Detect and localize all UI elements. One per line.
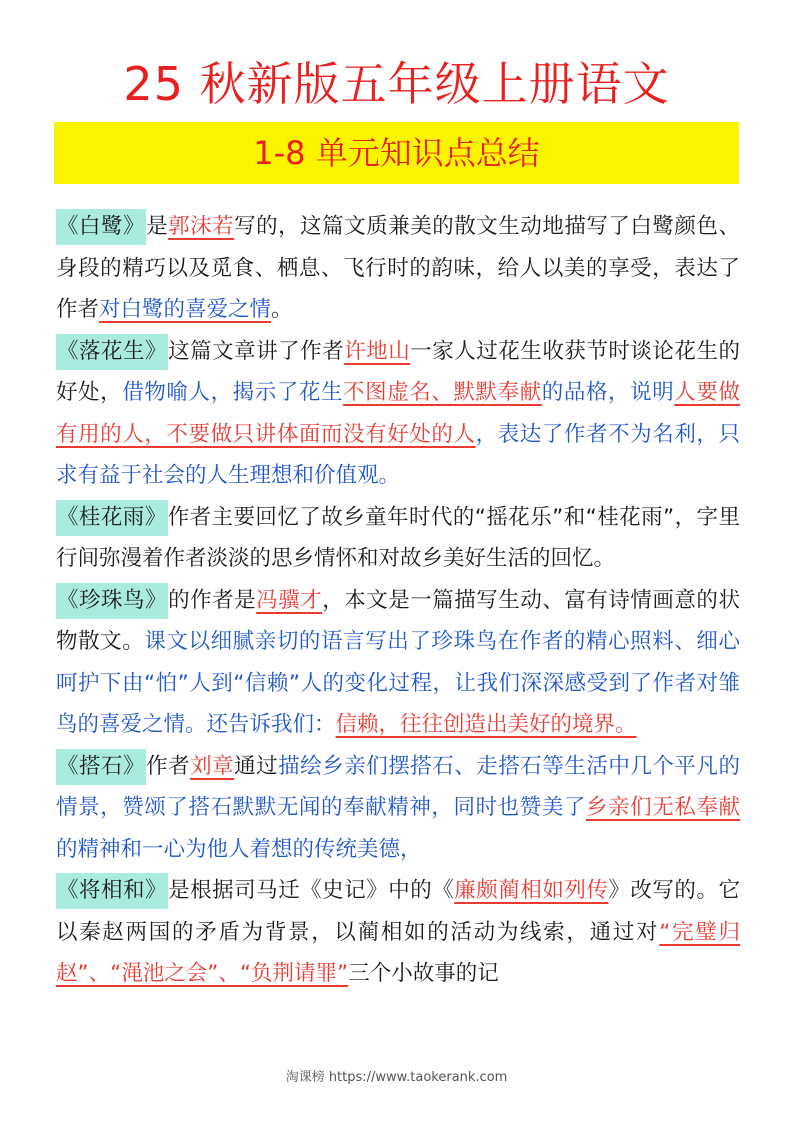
footer-watermark: 淘课榜 https://www.taokerank.com: [285, 1070, 508, 1085]
author-name: 郭沫若: [168, 214, 235, 239]
paragraph-bailu: [56, 206, 740, 331]
key-point: 廉颇蔺相如列传: [454, 878, 609, 903]
author-name: 刘章: [190, 753, 235, 779]
page-title: 25 秋新版五年级上册语文: [123, 57, 670, 111]
highlight-text: 借物喻人，揭示了花生: [122, 380, 344, 405]
book-title: 《白鹭》: [56, 209, 146, 245]
subtitle-banner: 1-8 单元知识点总结: [54, 122, 739, 184]
text-run: ，本文是一篇描写生动、富有诗情画意的状物散文。: [56, 587, 740, 654]
text-run: 这篇文章讲了作者: [168, 338, 345, 364]
text-run: 作者: [146, 753, 191, 779]
book-title: 《珍珠鸟》: [56, 583, 168, 619]
key-point: 信赖，往往创造出美好的境界。: [335, 712, 637, 737]
book-title: 《将相和》: [56, 873, 168, 909]
book-title: 《搭石》: [56, 749, 146, 785]
text-run: 是: [146, 214, 169, 239]
text-run: 三个小故事的记: [348, 961, 499, 986]
highlight-text: 描绘乡亲们摆搭石、走搭石等生活中几个平凡的情景，赞颂了搭石默默无闻的奉献精神，同时也赞美了: [56, 753, 740, 820]
paragraph-luohuasheng: [56, 331, 740, 497]
book-title: 《桂花雨》: [56, 500, 168, 536]
author-name: 许地山: [344, 338, 411, 364]
text-run: 写的，这篇文质兼美的散文生动地描写了白鹭颜色、身段的精巧以及觅食、栖息、飞行时的韵味，给人以美的享受，表达了作者: [56, 214, 740, 322]
book-title: 《落花生》: [56, 334, 168, 370]
text-run: 的作者是: [168, 587, 257, 613]
text-run: 是根据司马迁《史记》中的《: [168, 878, 455, 903]
paragraph-jiangxianghe: [56, 870, 740, 995]
knowledge-summary: [56, 206, 740, 995]
paragraph-guihuayu: [56, 497, 740, 580]
key-point: 乡亲们无私奉献: [585, 795, 740, 820]
highlight-text: 的品格，说明: [541, 380, 675, 405]
highlight-text: 的精神和一心为他人着想的传统美德，: [56, 836, 422, 862]
paragraph-zhenzhuniao: [56, 580, 740, 746]
paragraph-dashi: [56, 746, 740, 871]
text-run: 。: [271, 297, 293, 322]
key-point: 人要做有用的人，不要做只讲体面而没有好处的人: [56, 380, 740, 447]
key-point: “完璧归赵”、“渑池之会”、“负荆请罪”: [56, 919, 740, 986]
highlight-text: 对白鹭的喜爱之情: [99, 297, 272, 322]
highlight-text: 课文以细腻亲切的语言写出了珍珠鸟在作者的精心照料、细心呵护下由“怕”人到“信赖”人的变化过程，让我们深深感受到了作者对雏鸟的喜爱之情。还告诉我们：: [56, 629, 740, 737]
key-point: 不图虚名、默默奉献: [343, 380, 542, 405]
author-name: 冯骥才: [256, 587, 323, 613]
text-run: 通过: [234, 753, 279, 779]
text-run: 作者主要回忆了故乡童年时代的“摇花乐”和“桂花雨”，字里行间弥漫着作者淡淡的思乡情怀和对故乡美好生活的回忆。: [56, 504, 740, 571]
highlight-text: ，表达了作者不为名利，只求有益于社会的人生理想和价值观。: [56, 421, 740, 488]
text-run: 一家人过花生收获节时谈论花生的好处，: [56, 338, 740, 405]
text-run: 》改写的。它以秦赵两国的矛盾为背景，以蔺相如的活动为线索，通过对: [56, 878, 740, 945]
